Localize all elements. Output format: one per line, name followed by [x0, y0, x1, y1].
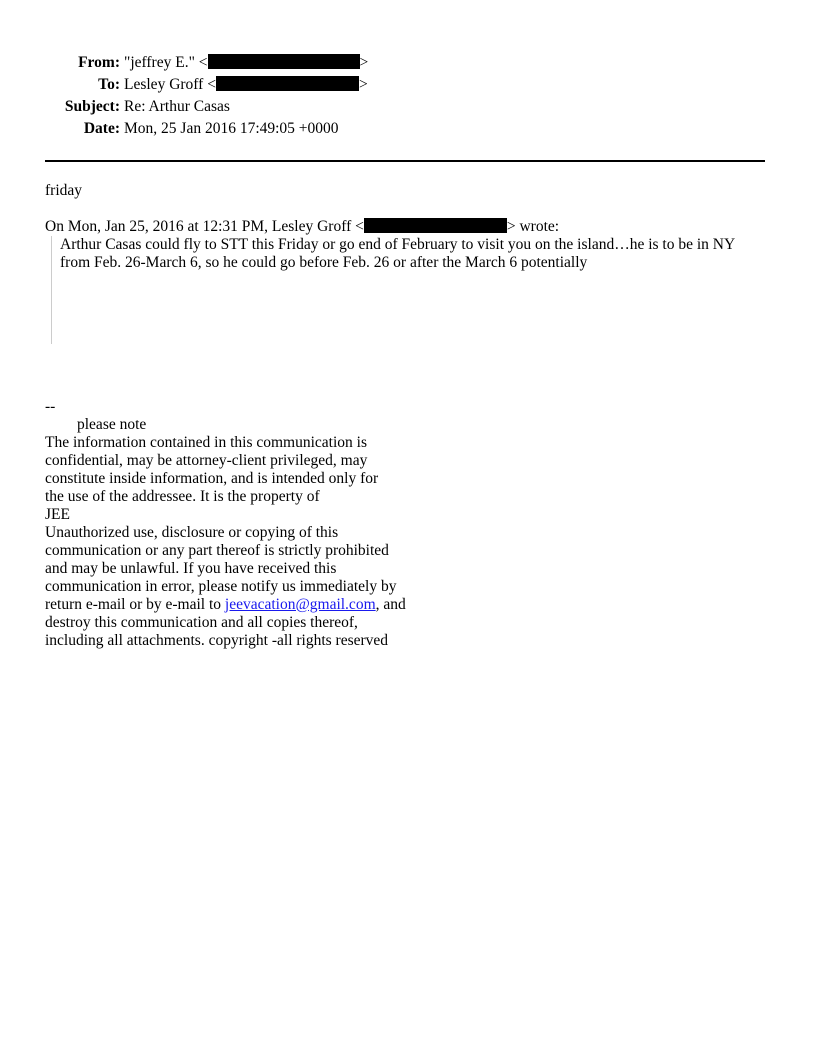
to-value: [124, 74, 368, 96]
to-row: [45, 74, 368, 96]
signature-line: constitute inside information, and is intended only for: [45, 470, 379, 487]
to-label: To:: [98, 76, 120, 93]
email-link[interactable]: jeevacation@gmail.com: [224, 596, 376, 613]
email-header: [45, 52, 368, 140]
signature-note: please note: [77, 416, 147, 433]
quoted-message: [51, 236, 772, 344]
email-suffix: , and: [375, 596, 406, 613]
email-prefix: return e-mail or by e-mail to: [45, 596, 225, 613]
subject-value: Re: Arthur Casas: [124, 98, 230, 115]
from-label: From:: [78, 54, 120, 71]
signature-separator: --: [45, 398, 56, 415]
from-row: [45, 52, 368, 74]
signature-line: Unauthorized use, disclosure or copying of this: [45, 524, 339, 541]
to-name: Lesley Groff <: [124, 76, 216, 93]
redacted-email-box: [216, 76, 359, 91]
date-label: Date:: [83, 120, 120, 137]
signature-line: the use of the addressee. It is the property of: [45, 488, 320, 505]
subject-row: [45, 96, 368, 118]
signature-line: The information contained in this communication is: [45, 434, 367, 451]
signature-line: JEE: [45, 506, 70, 523]
quoted-text: Arthur Casas could fly to STT this Friday or go end of February to visit you on the island…he is to be in NY from Feb. 26-March 6, so he could go before Feb. 26 or after the March 6 potentially: [60, 236, 735, 271]
signature-line: and may be unlawful. If you have received this: [45, 560, 337, 577]
reply-text: friday: [45, 182, 83, 199]
subject-label: Subject:: [64, 98, 120, 115]
redacted-email-box: [364, 218, 507, 233]
header-divider: [45, 160, 765, 162]
from-name: "jeffrey E." <: [124, 54, 208, 71]
signature-line: including all attachments. copyright -all rights reserved: [45, 632, 389, 649]
redacted-email-box: [208, 54, 360, 69]
attribution-start: On Mon, Jan 25, 2016 at 12:31 PM, Lesley Groff <: [45, 218, 364, 235]
date-value: Mon, 25 Jan 2016 17:49:05 +0000: [124, 120, 339, 137]
signature-line: communication or any part thereof is strictly prohibited: [45, 542, 389, 559]
signature-line: destroy this communication and all copies thereof,: [45, 614, 358, 631]
to-close: >: [358, 76, 368, 93]
attribution-end: > wrote:: [506, 218, 560, 235]
signature-email-line: [45, 596, 406, 614]
signature-line: confidential, may be attorney-client privileged, may: [45, 452, 368, 469]
signature-block: [45, 398, 406, 650]
date-row: [45, 118, 368, 140]
from-value: [124, 52, 368, 74]
signature-line: communication in error, please notify us immediately by: [45, 578, 397, 595]
from-close: >: [359, 54, 369, 71]
quote-attribution: [45, 218, 559, 236]
